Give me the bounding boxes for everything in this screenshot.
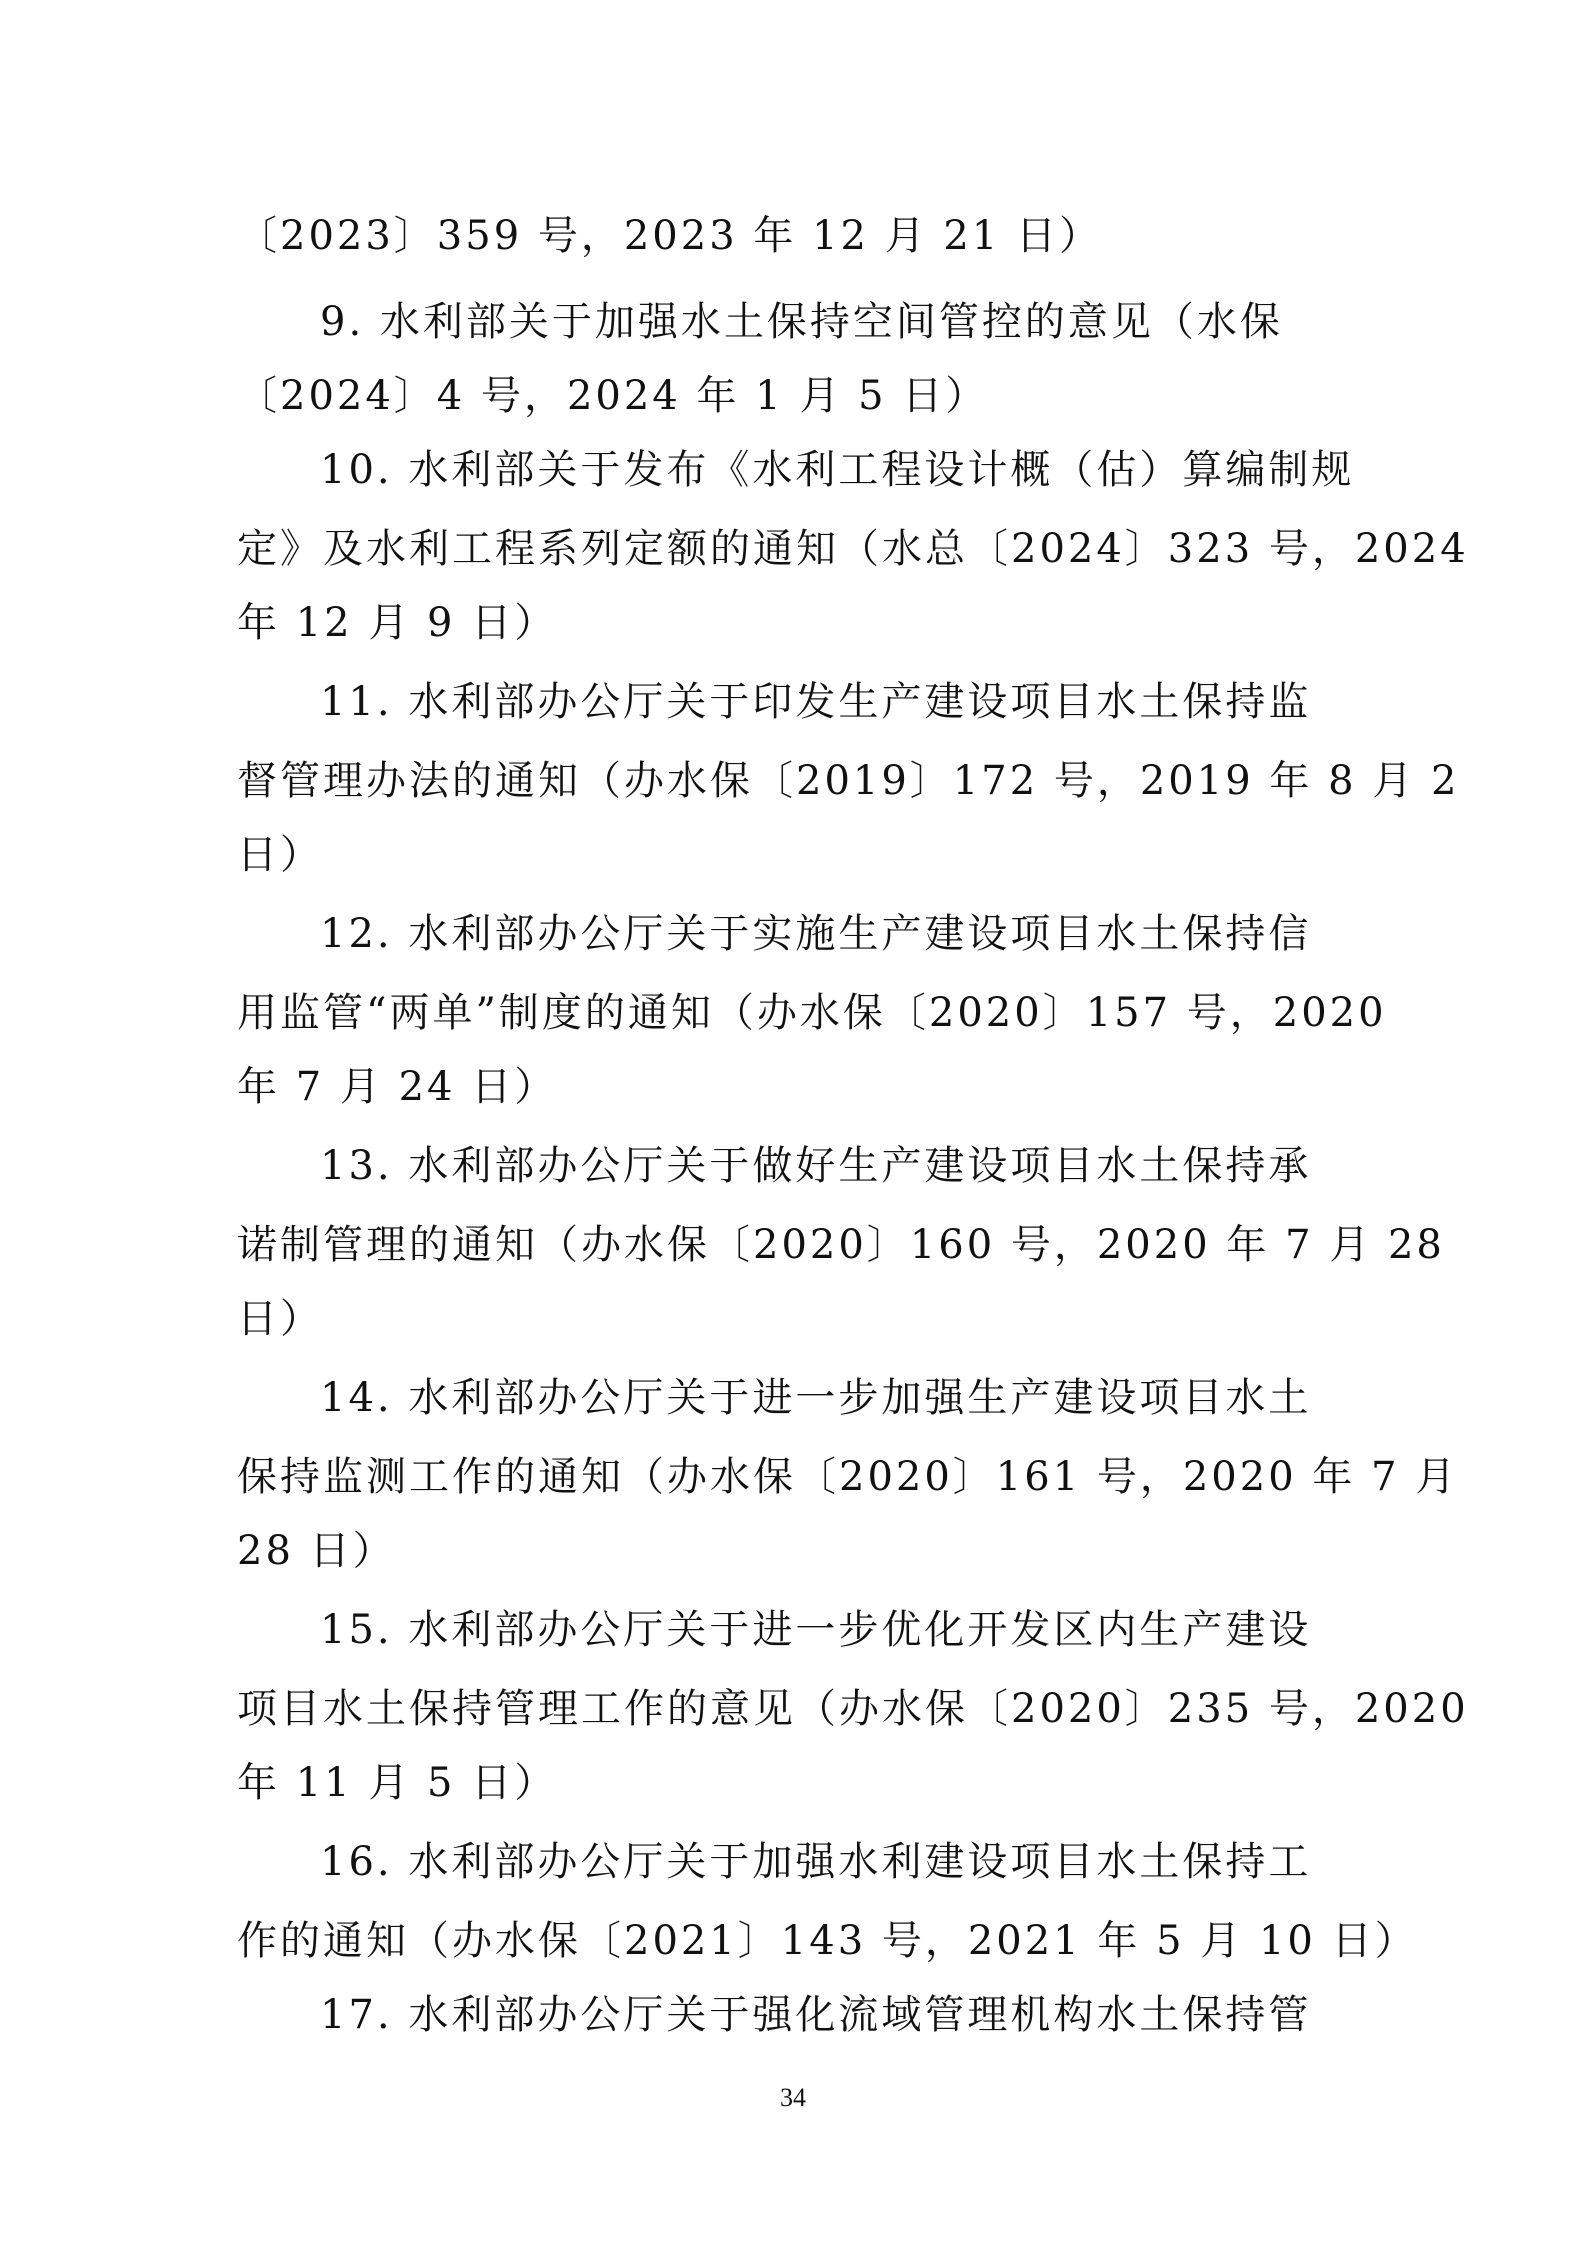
list-item-16-line-2: 作的通知（办水保〔2021〕143 号，2021 年 5 月 10 日） (237, 1918, 1418, 1964)
list-item-13-line-3: 日） (237, 1296, 323, 1342)
list-item-15-line-2: 项目水土保持管理工作的意见（办水保〔2020〕235 号，2020 (237, 1686, 1469, 1732)
list-item-10-line-1: 10. 水利部关于发布《水利工程设计概（估）算编制规 (320, 447, 1355, 493)
list-item-12-line-3: 年 7 月 24 日） (237, 1064, 558, 1110)
list-item-11-line-2: 督管理办法的通知（办水保〔2019〕172 号，2019 年 8 月 2 (237, 758, 1460, 804)
list-item-17-line-1: 17. 水利部办公厅关于强化流域管理机构水土保持管 (320, 1992, 1312, 2038)
list-item-13-line-2: 诺制管理的通知（办水保〔2020〕160 号，2020 年 7 月 28 (237, 1222, 1445, 1268)
list-item-14-line-2: 保持监测工作的通知（办水保〔2020〕161 号，2020 年 7 月 (237, 1454, 1459, 1500)
list-item-12-line-1: 12. 水利部办公厅关于实施生产建设项目水土保持信 (320, 911, 1312, 957)
list-item-15-line-3: 年 11 月 5 日） (237, 1760, 558, 1806)
list-item-16-line-1: 16. 水利部办公厅关于加强水利建设项目水土保持工 (320, 1839, 1312, 1885)
list-item-14-line-3: 28 日） (237, 1528, 396, 1574)
list-item-13-line-1: 13. 水利部办公厅关于做好生产建设项目水土保持承 (320, 1143, 1312, 1189)
list-item-14-line-1: 14. 水利部办公厅关于进一步加强生产建设项目水土 (320, 1375, 1312, 1421)
list-item-11-line-3: 日） (237, 832, 323, 878)
list-item-9-line-1: 9. 水利部关于加强水土保持空间管控的意见（水保 (320, 299, 1283, 345)
list-item-9-line-2: 〔2024〕4 号，2024 年 1 月 5 日） (237, 373, 989, 419)
page-number: 34 (780, 2083, 806, 2112)
list-item-12-line-2: 用监管“两单”制度的通知（办水保〔2020〕157 号，2020 (237, 990, 1387, 1036)
text-line-1: 〔2023〕359 号，2023 年 12 月 21 日） (237, 213, 1103, 259)
list-item-11-line-1: 11. 水利部办公厅关于印发生产建设项目水土保持监 (320, 679, 1312, 725)
list-item-15-line-1: 15. 水利部办公厅关于进一步优化开发区内生产建设 (320, 1607, 1312, 1653)
list-item-10-line-3: 年 12 月 9 日） (237, 600, 558, 646)
list-item-10-line-2: 定》及水利工程系列定额的通知（水总〔2024〕323 号，2024 (237, 526, 1469, 572)
